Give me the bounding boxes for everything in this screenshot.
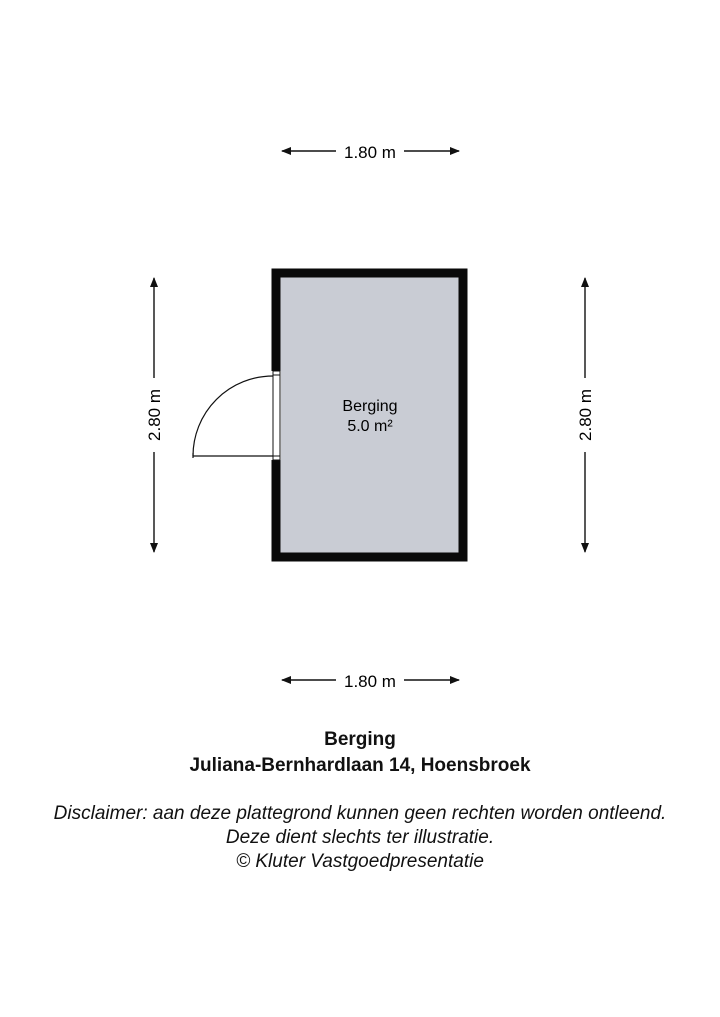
door-swing [193, 376, 273, 458]
plan-title: Berging [324, 729, 396, 750]
top-width-dimension [282, 143, 459, 162]
left-height-label: 2.80 m [145, 389, 164, 441]
plan-address: Juliana-Bernhardlaan 14, Hoensbroek [189, 755, 531, 776]
right-height-dimension [576, 278, 595, 552]
disclaimer-line-2: Deze dient slechts ter illustratie. [225, 827, 495, 848]
right-height-label: 2.80 m [576, 389, 595, 441]
room-floor [276, 273, 463, 557]
top-width-label: 1.80 m [344, 143, 396, 162]
door-frame [273, 371, 280, 460]
room-name: Berging [342, 398, 398, 415]
disclaimer-line-1: Disclaimer: aan deze plattegrond kunnen geen rechten worden ontleend. [53, 803, 667, 824]
left-height-dimension [145, 278, 164, 552]
bottom-width-dimension [282, 672, 459, 691]
bottom-width-label: 1.80 m [344, 672, 396, 691]
room-berging [193, 273, 463, 557]
room-area: 5.0 m² [347, 418, 393, 435]
copyright-line: © Kluter Vastgoedpresentatie [236, 851, 484, 872]
